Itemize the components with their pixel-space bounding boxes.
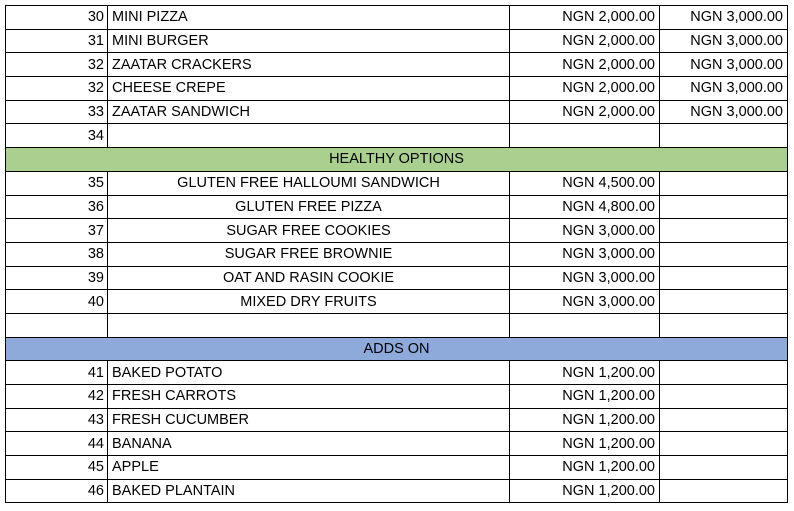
- section-header-row: [6, 148, 788, 172]
- item-name-cell[interactable]: APPLE: [108, 456, 510, 480]
- table-row: [6, 100, 788, 124]
- item-name-cell[interactable]: SUGAR FREE BROWNIE: [108, 242, 510, 266]
- item-number-cell[interactable]: 32: [6, 53, 108, 77]
- section-header-row: [6, 337, 788, 361]
- item-name-cell[interactable]: OAT AND RASIN COOKIE: [108, 266, 510, 290]
- item-name-cell[interactable]: MINI BURGER: [108, 29, 510, 53]
- table-row: [6, 432, 788, 456]
- item-number-cell[interactable]: 42: [6, 385, 108, 409]
- price-alt-cell[interactable]: NGN 3,000.00: [660, 6, 788, 30]
- price-cell[interactable]: NGN 4,500.00: [510, 171, 660, 195]
- price-cell[interactable]: NGN 3,000.00: [510, 219, 660, 243]
- table-row: [6, 171, 788, 195]
- table-row: [6, 313, 788, 337]
- table-row: [6, 361, 788, 385]
- price-cell[interactable]: NGN 2,000.00: [510, 77, 660, 101]
- item-name-cell[interactable]: MIXED DRY FRUITS: [108, 290, 510, 314]
- price-cell[interactable]: NGN 1,200.00: [510, 361, 660, 385]
- table-row: [6, 408, 788, 432]
- price-cell[interactable]: NGN 3,000.00: [510, 290, 660, 314]
- price-cell[interactable]: NGN 2,000.00: [510, 100, 660, 124]
- section-header-cell[interactable]: HEALTHY OPTIONS: [6, 148, 788, 172]
- item-number-cell[interactable]: 32: [6, 77, 108, 101]
- price-cell[interactable]: NGN 1,200.00: [510, 479, 660, 503]
- item-number-cell[interactable]: 37: [6, 219, 108, 243]
- item-number-cell[interactable]: 41: [6, 361, 108, 385]
- price-cell[interactable]: NGN 3,000.00: [510, 242, 660, 266]
- section-header-cell[interactable]: ADDS ON: [6, 337, 788, 361]
- table-row: [6, 77, 788, 101]
- item-name-cell[interactable]: CHEESE CREPE: [108, 77, 510, 101]
- table-row: [6, 479, 788, 503]
- table-row: [6, 456, 788, 480]
- item-number-cell[interactable]: 40: [6, 290, 108, 314]
- table-row: [6, 219, 788, 243]
- item-number-cell[interactable]: 33: [6, 100, 108, 124]
- price-alt-cell[interactable]: [660, 219, 788, 243]
- price-alt-cell[interactable]: NGN 3,000.00: [660, 53, 788, 77]
- item-number-cell[interactable]: 44: [6, 432, 108, 456]
- item-number-cell[interactable]: 45: [6, 456, 108, 480]
- item-name-cell[interactable]: GLUTEN FREE HALLOUMI SANDWICH: [108, 171, 510, 195]
- item-name-cell[interactable]: GLUTEN FREE PIZZA: [108, 195, 510, 219]
- item-number-cell[interactable]: [6, 313, 108, 337]
- price-alt-cell[interactable]: NGN 3,000.00: [660, 100, 788, 124]
- price-alt-cell[interactable]: [660, 266, 788, 290]
- price-cell[interactable]: NGN 1,200.00: [510, 456, 660, 480]
- item-number-cell[interactable]: 36: [6, 195, 108, 219]
- price-alt-cell[interactable]: [660, 385, 788, 409]
- price-cell[interactable]: [510, 313, 660, 337]
- item-number-cell[interactable]: 34: [6, 124, 108, 148]
- table-row: [6, 195, 788, 219]
- item-name-cell[interactable]: FRESH CUCUMBER: [108, 408, 510, 432]
- item-name-cell[interactable]: ZAATAR CRACKERS: [108, 53, 510, 77]
- table-row: [6, 6, 788, 30]
- price-alt-cell[interactable]: [660, 290, 788, 314]
- item-name-cell[interactable]: [108, 313, 510, 337]
- table-row: [6, 290, 788, 314]
- price-cell[interactable]: NGN 4,800.00: [510, 195, 660, 219]
- table-row: [6, 242, 788, 266]
- price-cell[interactable]: NGN 1,200.00: [510, 408, 660, 432]
- price-cell[interactable]: NGN 2,000.00: [510, 29, 660, 53]
- item-number-cell[interactable]: 46: [6, 479, 108, 503]
- item-name-cell[interactable]: ZAATAR SANDWICH: [108, 100, 510, 124]
- item-name-cell[interactable]: BAKED PLANTAIN: [108, 479, 510, 503]
- price-alt-cell[interactable]: [660, 479, 788, 503]
- price-cell[interactable]: NGN 3,000.00: [510, 266, 660, 290]
- item-name-cell[interactable]: [108, 124, 510, 148]
- price-cell[interactable]: NGN 1,200.00: [510, 385, 660, 409]
- price-alt-cell[interactable]: [660, 195, 788, 219]
- price-cell[interactable]: NGN 2,000.00: [510, 53, 660, 77]
- price-alt-cell[interactable]: NGN 3,000.00: [660, 77, 788, 101]
- price-alt-cell[interactable]: NGN 3,000.00: [660, 29, 788, 53]
- price-alt-cell[interactable]: [660, 171, 788, 195]
- price-alt-cell[interactable]: [660, 361, 788, 385]
- item-number-cell[interactable]: 39: [6, 266, 108, 290]
- menu-price-table: [5, 5, 788, 503]
- item-name-cell[interactable]: BAKED POTATO: [108, 361, 510, 385]
- table-row: [6, 385, 788, 409]
- menu-table-body: [6, 6, 788, 503]
- price-alt-cell[interactable]: [660, 313, 788, 337]
- price-alt-cell[interactable]: [660, 456, 788, 480]
- price-alt-cell[interactable]: [660, 124, 788, 148]
- item-name-cell[interactable]: MINI PIZZA: [108, 6, 510, 30]
- item-number-cell[interactable]: 31: [6, 29, 108, 53]
- price-alt-cell[interactable]: [660, 432, 788, 456]
- item-number-cell[interactable]: 30: [6, 6, 108, 30]
- price-cell[interactable]: NGN 1,200.00: [510, 432, 660, 456]
- price-alt-cell[interactable]: [660, 408, 788, 432]
- item-number-cell[interactable]: 35: [6, 171, 108, 195]
- item-number-cell[interactable]: 43: [6, 408, 108, 432]
- price-alt-cell[interactable]: [660, 242, 788, 266]
- table-row: [6, 266, 788, 290]
- table-row: [6, 124, 788, 148]
- item-name-cell[interactable]: FRESH CARROTS: [108, 385, 510, 409]
- price-cell[interactable]: NGN 2,000.00: [510, 6, 660, 30]
- price-cell[interactable]: [510, 124, 660, 148]
- item-name-cell[interactable]: SUGAR FREE COOKIES: [108, 219, 510, 243]
- table-row: [6, 53, 788, 77]
- table-row: [6, 29, 788, 53]
- item-number-cell[interactable]: 38: [6, 242, 108, 266]
- item-name-cell[interactable]: BANANA: [108, 432, 510, 456]
